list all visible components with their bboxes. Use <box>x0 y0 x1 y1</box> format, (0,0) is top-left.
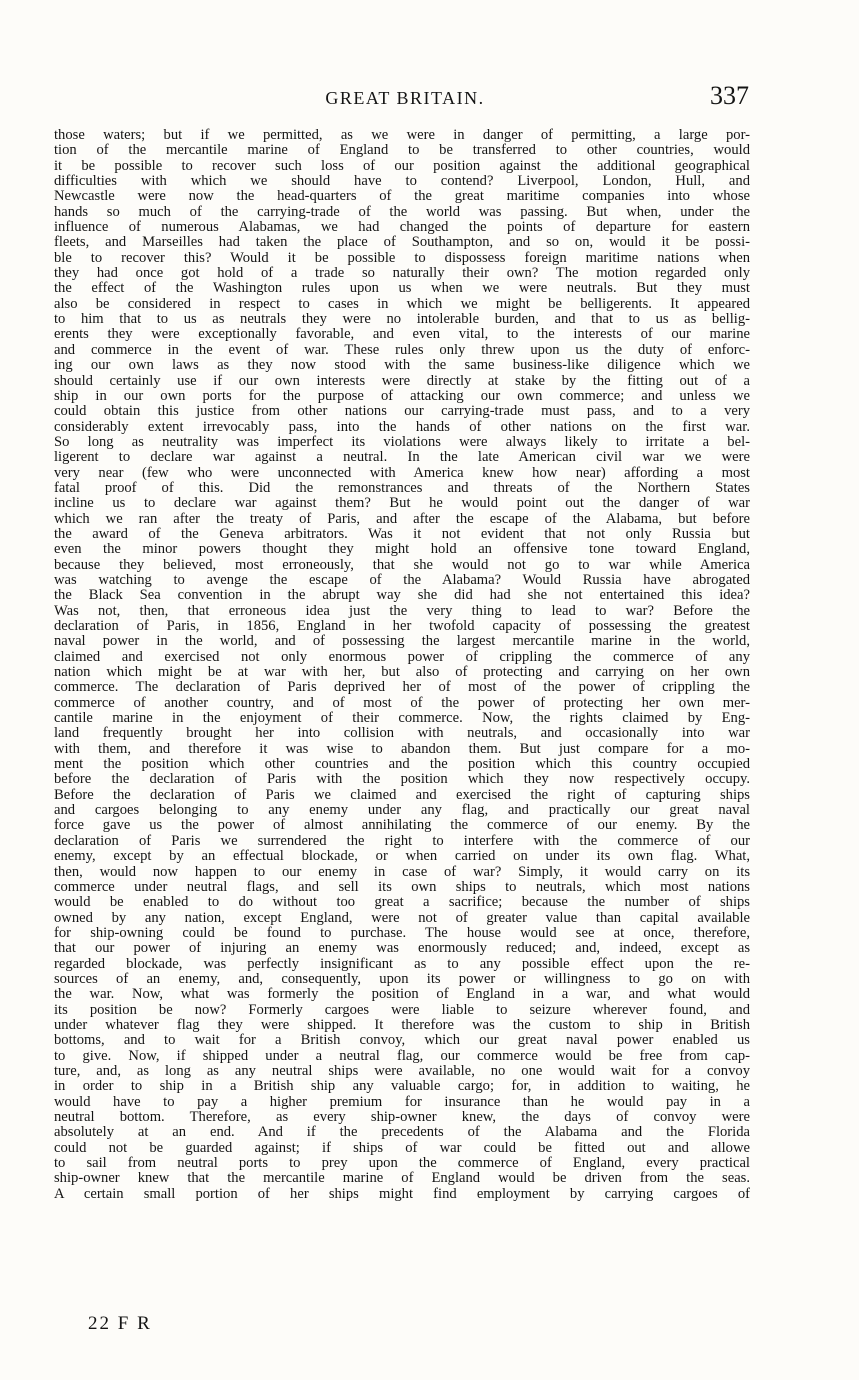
text-line: considerably extent irrevocably pass, into the hands of other nations on the first war. <box>54 419 750 435</box>
text-line: absolutely at an end. And if the precedents of the Alabama and the Florida <box>54 1125 750 1141</box>
text-line: enemy, except by an effectual blockade, or when carried on under its own flag. What, <box>54 849 750 865</box>
text-line: also be considered in respect to cases in which we might be belligerents. It appeared <box>54 296 750 312</box>
text-line: incline us to declare war against them? But he would point out the danger of war <box>54 496 750 512</box>
text-line: should certainly use if our own interests were directly at stake by the fitting out of a <box>54 373 750 389</box>
text-line: to him that to us as neutrals they were no intolerable burden, and that to us as bellig- <box>54 312 750 328</box>
text-line: the award of the Geneva arbitrators. Was it not evident that not only Russia but <box>54 526 750 542</box>
text-line: that our power of injuring an enemy was enormously reduced; and, indeed, except as <box>54 941 750 957</box>
text-line: under whatever flag they were shipped. It therefore was the custom to ship in British <box>54 1017 750 1033</box>
running-title: GREAT BRITAIN. <box>325 88 485 108</box>
text-line: ment the position which other countries and the position which this country occupied <box>54 757 750 773</box>
text-line: So long as neutrality was imperfect its violations were always likely to irritate a bel- <box>54 434 750 450</box>
text-line: declaration of Paris we surrendered the right to interfere with the commerce of our <box>54 833 750 849</box>
text-line: was watching to avenge the escape of the Alabama? Would Russia have abrogated <box>54 572 750 588</box>
text-line: very near (few who were unconnected with America knew how near) affording a most <box>54 465 750 481</box>
text-line: erents they were exceptionally favorable, and even vital, to the interests of our marine <box>54 327 750 343</box>
text-line: claimed and exercised not only enormous power of crippling the commerce of any <box>54 649 750 665</box>
text-line: before the declaration of Paris with the position which they now respectively occupy. <box>54 772 750 788</box>
text-line: then, would now happen to our enemy in case of war? Simply, it would carry on its <box>54 864 750 880</box>
text-line: fleets, and Marseilles had taken the place of Southampton, and so on, would it be possi- <box>54 235 750 251</box>
text-line: force gave us the power of almost annihilating the commerce of our enemy. By the <box>54 818 750 834</box>
text-line: hands so much of the carrying-trade of the world was passing. But when, under the <box>54 204 750 220</box>
text-line: commerce of another country, and of most of the power of protecting her own mer- <box>54 695 750 711</box>
text-line: could not be guarded against; if ships of war could be fitted out and allowe <box>54 1140 750 1156</box>
text-line: in order to ship in a British ship any valuable cargo; for, in addition to waiting, he <box>54 1079 750 1095</box>
text-line: they had once got hold of a trade so naturally their own? The motion regarded only <box>54 266 750 282</box>
text-line: difficulties with which we should have to contend? Liverpool, London, Hull, and <box>54 174 750 190</box>
text-line: would have to pay a higher premium for insurance than he would pay in a <box>54 1094 750 1110</box>
text-line: with them, and therefore it was wise to abandon them. But just compare for a mo- <box>54 741 750 757</box>
text-line: the Black Sea convention in the abrupt way she did had she not entertained this idea? <box>54 588 750 604</box>
text-line: neutral bottom. Therefore, as every ship-owner knew, the days of convoy were <box>54 1110 750 1125</box>
text-line: ing our own laws as they now stood with the same business-like diligence which we <box>54 358 750 374</box>
text-line: commerce under neutral flags, and sell its own ships to neutrals, which most nations <box>54 879 750 895</box>
page-number: 337 <box>710 81 749 110</box>
text-line: it be possible to recover such loss of our position against the additional geographical <box>54 158 750 174</box>
text-line: bottoms, and to wait for a British convoy, which our great naval power enabled us <box>54 1033 750 1049</box>
signature-mark: 22 F R <box>88 1313 152 1334</box>
text-line: commerce. The declaration of Paris deprived her of most of the power of crippling the <box>54 680 750 696</box>
text-line: Newcastle were now the head-quarters of the great maritime companies into whose <box>54 189 750 205</box>
text-line: ship in our own ports for the purpose of attacking our own commerce; and unless we <box>54 388 750 404</box>
text-line: Before the declaration of Paris we claimed and exercised the right of capturing ships <box>54 787 750 803</box>
text-line: owned by any nation, except England, were not of greater value than capital available <box>54 910 750 926</box>
text-line: regarded blockade, was perfectly insignificant as to any possible effect upon the re- <box>54 956 750 972</box>
text-line: which we ran after the treaty of Paris, and after the escape of the Alabama, but before <box>54 511 750 527</box>
body-text <box>54 128 750 1202</box>
text-line: would be enabled to do without too great a sacrifice; because the number of ships <box>54 895 750 911</box>
text-line: the effect of the Washington rules upon us when we were neutrals. But they must <box>54 281 750 297</box>
text-line: the war. Now, what was formerly the position of England in a war, and what would <box>54 987 750 1003</box>
text-line: those waters; but if we permitted, as we were in danger of permitting, a large por- <box>54 128 750 143</box>
text-line: for ship-owning could be found to purchase. The house would see at once, therefore, <box>54 925 750 941</box>
text-line: nation which might be at war with her, but also of protecting and carrying on her own <box>54 665 750 681</box>
text-line: because they believed, most erroneously, that she would not go to war while America <box>54 557 750 573</box>
text-line: ship-owner knew that the mercantile marine of England would be driven from the seas. <box>54 1171 750 1187</box>
text-line: fatal proof of this. Did the remonstrances and threats of the Northern States <box>54 480 750 496</box>
text-line: Was not, then, that erroneous idea just the very thing to lead to war? Before the <box>54 603 750 619</box>
text-line: A certain small portion of her ships might find employment by carrying cargoes of <box>54 1186 750 1202</box>
text-line: its position be now? Formerly cargoes were liable to seizure wherever found, and <box>54 1002 750 1018</box>
running-header <box>0 81 859 112</box>
text-line: ligerent to declare war against a neutral. In the late American civil war we were <box>54 450 750 466</box>
text-line: ble to recover this? Would it be possible to dispossess foreign maritime nations when <box>54 250 750 266</box>
text-line: even the minor powers thought they might hold an offensive tone toward England, <box>54 542 750 558</box>
text-line: and cargoes belonging to any enemy under any flag, and practically our great naval <box>54 803 750 819</box>
text-line: tion of the mercantile marine of England to be transferred to other countries, would <box>54 143 750 159</box>
text-line: and commerce in the event of war. These rules only threw upon us the duty of enforc- <box>54 342 750 358</box>
text-line: ture, and, as long as any neutral ships were available, no one would wait for a convoy <box>54 1063 750 1079</box>
text-line: land frequently brought her into collision with neutrals, and occasionally into war <box>54 726 750 742</box>
text-line: to sail from neutral ports to prey upon the commerce of England, every practical <box>54 1156 750 1172</box>
text-line: declaration of Paris, in 1856, England in her twofold capacity of possessing the greatest <box>54 619 750 634</box>
text-line: cantile marine in the enjoyment of their commerce. Now, the rights claimed by Eng- <box>54 711 750 727</box>
text-line: influence of numerous Alabamas, we had changed the points of departure for eastern <box>54 220 750 236</box>
text-line: naval power in the world, and of possessing the largest mercantile marine in the world, <box>54 634 750 650</box>
text-line: could obtain this justice from other nations our carrying-trade must pass, and to a very <box>54 404 750 420</box>
text-line: to give. Now, if shipped under a neutral flag, our commerce would be free from cap- <box>54 1048 750 1064</box>
text-line: sources of an enemy, and, consequently, upon its power or willingness to go on with <box>54 971 750 987</box>
